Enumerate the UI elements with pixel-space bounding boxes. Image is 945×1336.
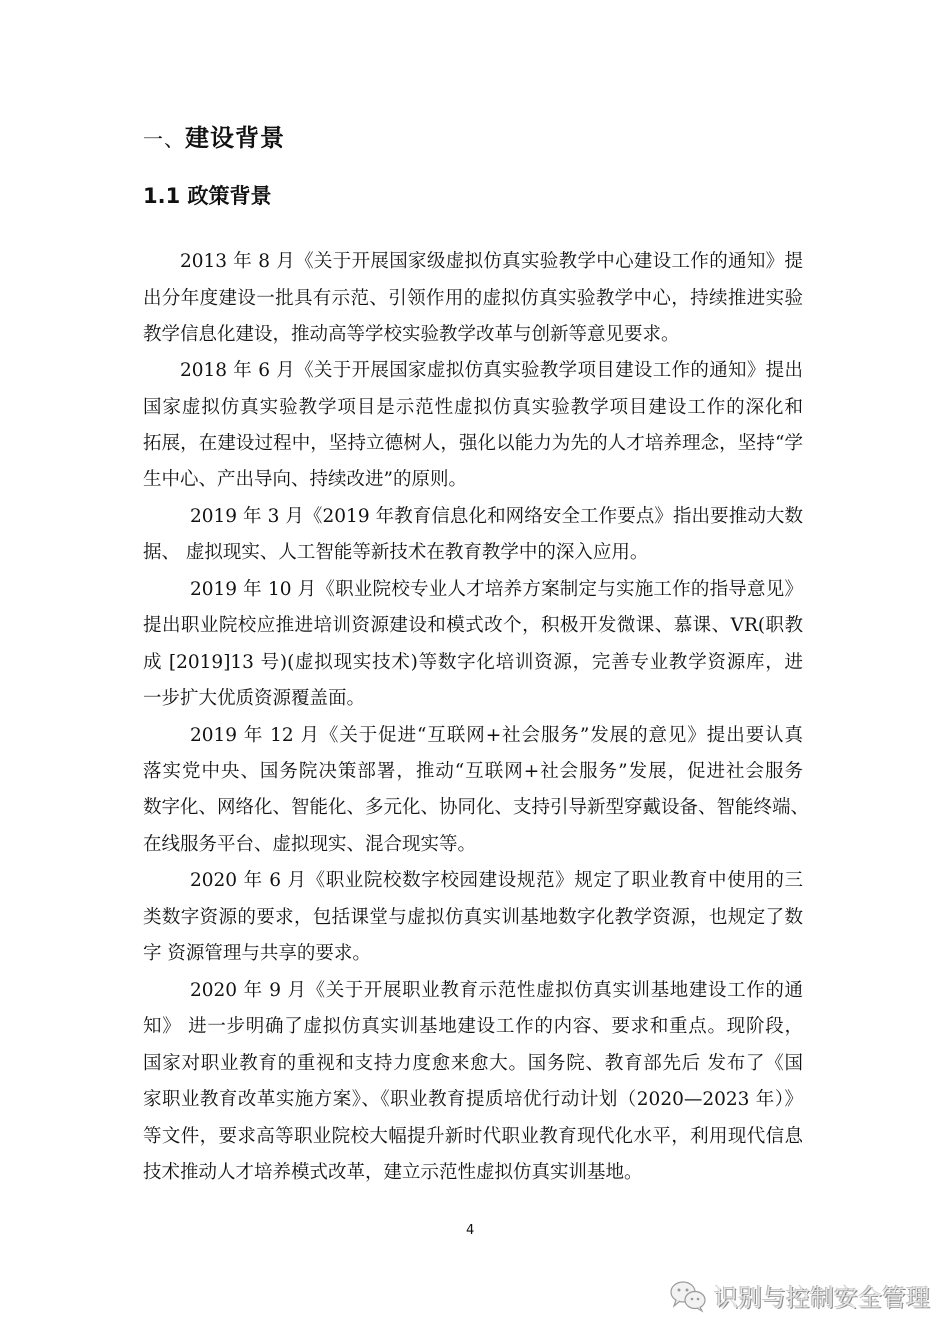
paragraph-5-line-1: 2019 年 12 月《关于促进“互联网+社会服务”发展的意见》提出要认真: [190, 725, 803, 746]
paragraph-3-line-1: 2019 年 3 月《2019 年教育信息化和网络安全工作要点》指出要推动大数: [190, 506, 803, 527]
paragraph-4-line-2: 提出职业院校应推进培训资源建设和模式改个，积极开发微课、慕课、VR(职教: [143, 615, 803, 636]
paragraph-7-line-5: 等文件，要求高等职业院校大幅提升新时代职业教育现代化水平，利用现代信息: [143, 1126, 803, 1147]
paragraph-1-line-2: 出分年度建设一批具有示范、引领作用的虚拟仿真实验教学中心，持续推进实验: [143, 288, 803, 309]
paragraph-6-line-2: 类数字资源的要求，包括课堂与虚拟仿真实训基地数字化教学资源，也规定了数: [143, 907, 803, 928]
paragraph-3-line-2: 据、 虚拟现实、人工智能等新技术在教育教学中的深入应用。: [143, 542, 649, 563]
paragraph-6-line-3: 字 资源管理与共享的要求。: [143, 943, 371, 964]
paragraph-7-line-1: 2020 年 9 月《关于开展职业教育示范性虚拟仿真实训基地建设工作的通: [190, 980, 803, 1001]
wechat-icon: [668, 1279, 708, 1313]
paragraph-2-line-1: 2018 年 6 月《关于开展国家虚拟仿真实验教学项目建设工作的通知》提出: [180, 360, 803, 381]
paragraph-5-line-2: 落实党中央、国务院决策部署，推动“互联网+社会服务”发展，促进社会服务: [143, 761, 803, 782]
section-number: 一、: [143, 127, 185, 151]
paragraph-4-line-1: 2019 年 10 月《职业院校专业人才培养方案制定与实施工作的指导意见》: [190, 579, 803, 600]
subsection-heading: 1.1 政策背景: [143, 184, 272, 208]
paragraph-7-line-3: 国家对职业教育的重视和支持力度愈来愈大。国务院、教育部先后 发布了《国: [143, 1053, 803, 1074]
watermark-text: 识别与控制安全管理: [714, 1284, 930, 1312]
paragraph-2-line-3: 拓展，在建设过程中，坚持立德树人，强化以能力为先的人才培养理念，坚持“学: [143, 433, 803, 454]
paragraph-1-line-3: 教学信息化建设，推动高等学校实验教学改革与创新等意见要求。: [143, 324, 680, 345]
paragraph-5-line-4: 在线服务平台、虚拟现实、混合现实等。: [143, 834, 477, 855]
paragraph-4-line-3: 成 [2019]13 号)(虚拟现实技术)等数字化培训资源，完善专业教学资源库，进: [143, 652, 803, 673]
paragraph-7-line-2: 知》 进一步明确了虚拟仿真实训基地建设工作的内容、要求和重点。现阶段，: [143, 1016, 803, 1037]
paragraph-7-line-6: 技术推动人才培养模式改革，建立示范性虚拟仿真实训基地。: [143, 1162, 643, 1183]
paragraph-1-line-1: 2013 年 8 月《关于开展国家级虚拟仿真实验教学中心建设工作的通知》提: [180, 251, 803, 272]
paragraph-4-line-4: 一步扩大优质资源覆盖面。: [143, 688, 366, 709]
section-title: 建设背景: [185, 124, 285, 152]
paragraph-6-line-1: 2020 年 6 月《职业院校数字校园建设规范》规定了职业教育中使用的三: [190, 870, 803, 891]
section-heading: [143, 118, 285, 153]
page-number: 4: [466, 1223, 475, 1238]
paragraph-5-line-3: 数字化、网络化、智能化、多元化、协同化、支持引导新型穿戴设备、智能终端、: [143, 797, 810, 818]
paragraph-2-line-4: 生中心、产出导向、持续改进”的原则。: [143, 469, 467, 490]
paragraph-2-line-2: 国家虚拟仿真实验教学项目是示范性虚拟仿真实验教学项目建设工作的深化和: [143, 397, 803, 418]
paragraph-7-line-4: 家职业教育改革实施方案》、《职业教育提质培优行动计划（2020—2023 年）》: [143, 1089, 803, 1110]
watermark: [668, 1278, 930, 1313]
